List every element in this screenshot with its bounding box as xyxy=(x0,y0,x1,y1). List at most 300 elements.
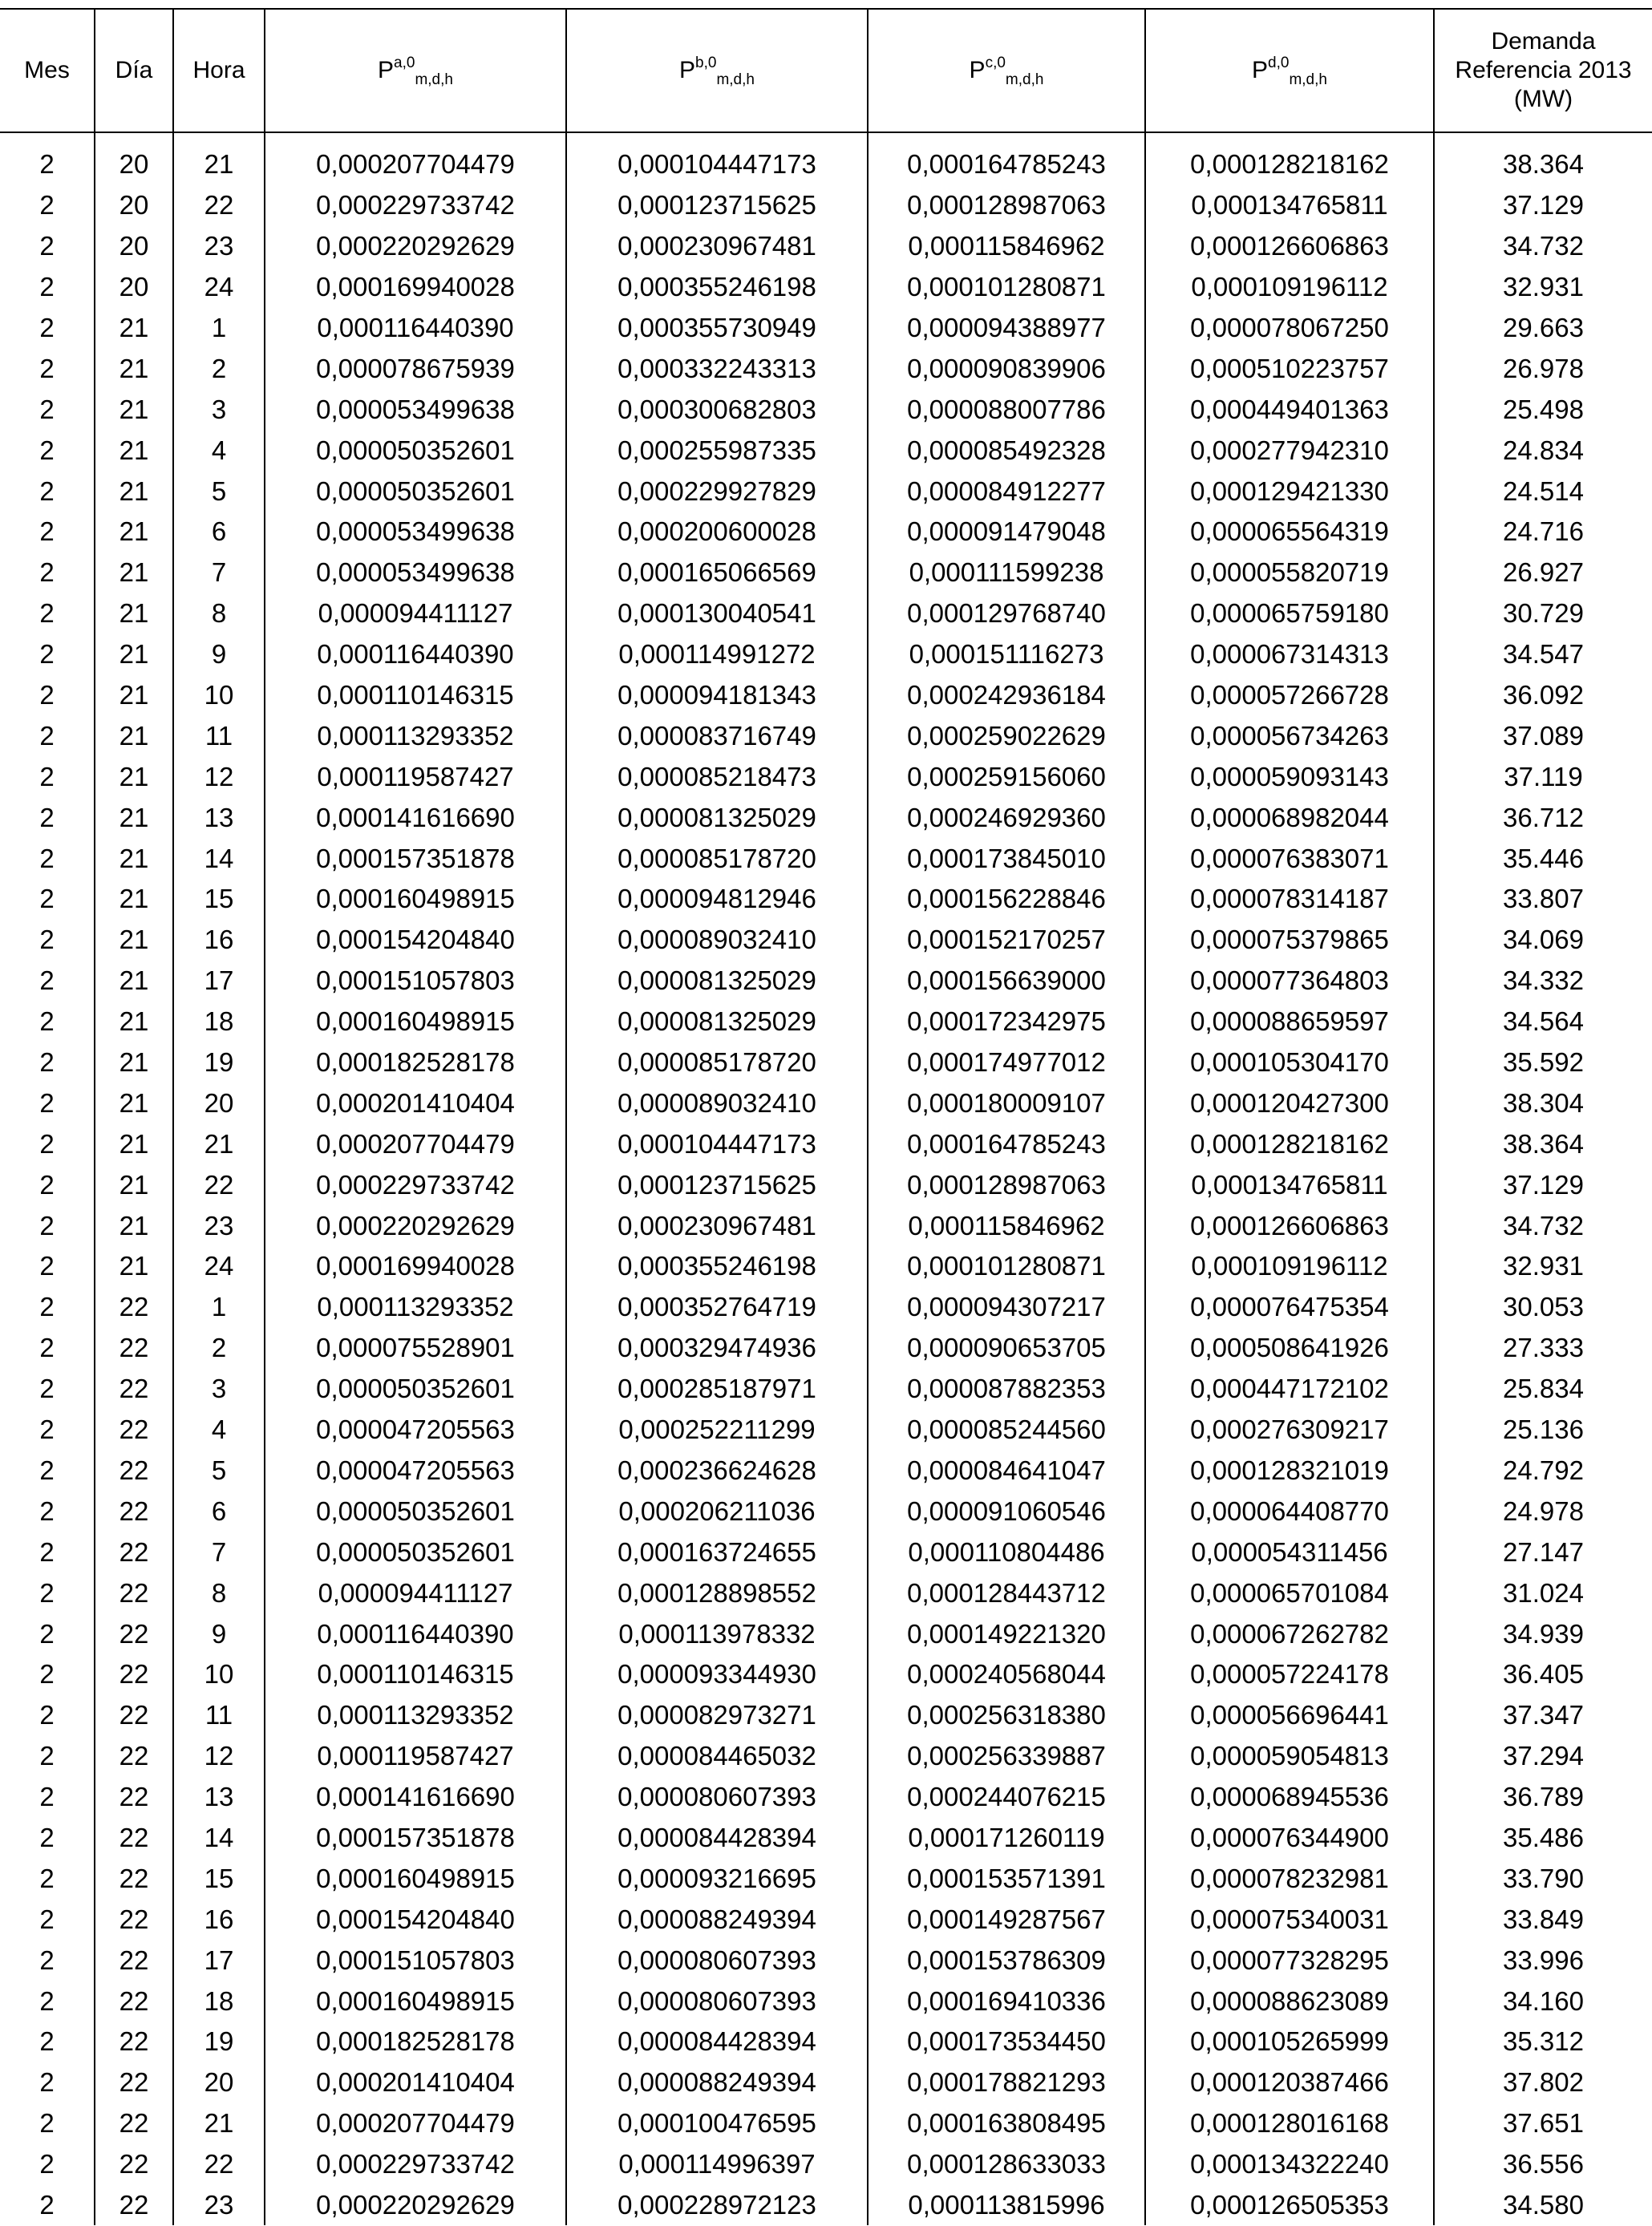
pc-cell: 0,000094388977 xyxy=(868,308,1145,349)
mes-cell: 2 xyxy=(39,1292,55,1322)
pc-cell: 0,000085244560 xyxy=(868,1410,1145,1451)
demanda-cell: 26.978 xyxy=(1434,348,1652,389)
demanda-cell: 34.069 xyxy=(1434,920,1652,961)
pb-superscript: b,0 xyxy=(695,55,717,71)
pa-cell: 0,000110146315 xyxy=(265,675,566,716)
demanda-cell: 32.931 xyxy=(1434,1246,1652,1287)
pb-cell: 0,000229927829 xyxy=(566,471,868,512)
pb-cell: 0,000128898552 xyxy=(566,1572,868,1613)
mes-cell: 2 xyxy=(39,1536,55,1567)
mes-cell: 2 xyxy=(39,1618,55,1649)
pc-cell: 0,000178821293 xyxy=(868,2062,1145,2103)
demanda-cell: 25.498 xyxy=(1434,389,1652,430)
pd-cell: 0,000134765811 xyxy=(1145,1164,1434,1205)
hora-cell: 22 xyxy=(173,1164,265,1205)
mes-cell: 2 xyxy=(39,272,55,302)
table-row xyxy=(0,1287,1652,1328)
pa-cell: 0,000169940028 xyxy=(265,1246,566,1287)
pd-cell: 0,000057224178 xyxy=(1145,1654,1434,1695)
table-row xyxy=(0,2144,1652,2185)
table-row xyxy=(0,1042,1652,1083)
pd-cell: 0,000055820719 xyxy=(1145,552,1434,593)
pb-cell: 0,000082973271 xyxy=(566,1695,868,1736)
table-row xyxy=(0,1410,1652,1451)
header-hora xyxy=(173,9,265,132)
dia-cell: 21 xyxy=(95,715,173,756)
pd-cell: 0,000277942310 xyxy=(1145,430,1434,471)
pc-cell: 0,000242936184 xyxy=(868,675,1145,716)
header-demanda xyxy=(1434,9,1652,132)
pa-cell: 0,000110146315 xyxy=(265,1654,566,1695)
pa-cell: 0,000113293352 xyxy=(265,715,566,756)
pa-cell: 0,000050352601 xyxy=(265,430,566,471)
pa-cell: 0,000050352601 xyxy=(265,1532,566,1572)
pc-cell: 0,000115846962 xyxy=(868,1205,1145,1246)
table-row xyxy=(0,1572,1652,1613)
pd-cell: 0,000077328295 xyxy=(1145,1940,1434,1981)
hora-cell: 14 xyxy=(173,838,265,879)
pb-cell: 0,000081325029 xyxy=(566,1002,868,1042)
hora-cell: 18 xyxy=(173,1002,265,1042)
pc-cell: 0,000259022629 xyxy=(868,715,1145,756)
hora-cell: 15 xyxy=(173,1858,265,1899)
hora-cell: 9 xyxy=(173,1613,265,1654)
pb-cell: 0,000163724655 xyxy=(566,1532,868,1572)
pb-cell: 0,000081325029 xyxy=(566,797,868,838)
hora-cell: 4 xyxy=(173,430,265,471)
demanda-cell: 33.996 xyxy=(1434,1940,1652,1981)
table-row xyxy=(0,797,1652,838)
hora-cell: 23 xyxy=(173,226,265,267)
pa-cell: 0,000207704479 xyxy=(265,2103,566,2144)
table-row xyxy=(0,920,1652,961)
demanda-cell: 37.651 xyxy=(1434,2103,1652,2144)
hora-cell: 3 xyxy=(173,1369,265,1410)
demanda-cell: 30.729 xyxy=(1434,593,1652,634)
demanda-cell: 38.364 xyxy=(1434,132,1652,185)
demanda-cell: 37.119 xyxy=(1434,756,1652,797)
pc-cell: 0,000174977012 xyxy=(868,1042,1145,1083)
pc-cell: 0,000171260119 xyxy=(868,1818,1145,1859)
table-row xyxy=(0,1613,1652,1654)
hora-cell: 23 xyxy=(173,2185,265,2226)
pc-cell: 0,000085492328 xyxy=(868,430,1145,471)
pc-cell: 0,000246929360 xyxy=(868,797,1145,838)
mes-cell: 2 xyxy=(39,761,55,791)
dia-cell: 22 xyxy=(95,1532,173,1572)
demanda-cell: 24.834 xyxy=(1434,430,1652,471)
dia-cell: 21 xyxy=(95,961,173,1002)
mes-cell: 2 xyxy=(39,231,55,261)
demanda-cell: 36.712 xyxy=(1434,797,1652,838)
pb-cell: 0,000084428394 xyxy=(566,1818,868,1859)
pb-cell: 0,000252211299 xyxy=(566,1410,868,1451)
pb-cell: 0,000104447173 xyxy=(566,132,868,185)
pc-cell: 0,000128987063 xyxy=(868,1164,1145,1205)
pb-cell: 0,000165066569 xyxy=(566,552,868,593)
mes-cell: 2 xyxy=(39,680,55,710)
pa-cell: 0,000050352601 xyxy=(265,471,566,512)
hora-cell: 6 xyxy=(173,1491,265,1532)
pa-cell: 0,000229733742 xyxy=(265,1164,566,1205)
dia-cell: 21 xyxy=(95,675,173,716)
dia-cell: 22 xyxy=(95,1654,173,1695)
table-row xyxy=(0,512,1652,552)
demanda-cell: 24.514 xyxy=(1434,471,1652,512)
mes-cell: 2 xyxy=(39,1495,55,1526)
pd-cell: 0,000056696441 xyxy=(1145,1695,1434,1736)
table-row xyxy=(0,430,1652,471)
table-row xyxy=(0,1899,1652,1940)
pc-cell: 0,000084912277 xyxy=(868,471,1145,512)
demanda-line-3: (MW) xyxy=(1513,86,1573,112)
dia-cell: 21 xyxy=(95,838,173,879)
pd-cell: 0,000128321019 xyxy=(1145,1451,1434,1491)
pd-cell: 0,000447172102 xyxy=(1145,1369,1434,1410)
pa-cell: 0,000047205563 xyxy=(265,1451,566,1491)
pb-cell: 0,000080607393 xyxy=(566,1940,868,1981)
dia-cell: 22 xyxy=(95,2062,173,2103)
mes-cell: 2 xyxy=(39,353,55,383)
pb-cell: 0,000285187971 xyxy=(566,1369,868,1410)
pb-cell: 0,000089032410 xyxy=(566,1083,868,1123)
demanda-cell: 34.732 xyxy=(1434,226,1652,267)
pb-cell: 0,000329474936 xyxy=(566,1328,868,1369)
hora-cell: 5 xyxy=(173,1451,265,1491)
dia-cell: 21 xyxy=(95,348,173,389)
pd-superscript: d,0 xyxy=(1268,55,1290,71)
demanda-line-1: Demanda xyxy=(1491,28,1596,55)
pc-cell: 0,000151116273 xyxy=(868,634,1145,675)
demanda-cell: 24.792 xyxy=(1434,1451,1652,1491)
demanda-cell: 37.802 xyxy=(1434,2062,1652,2103)
hora-cell: 21 xyxy=(173,2103,265,2144)
pb-cell: 0,000088249394 xyxy=(566,1899,868,1940)
pd-cell: 0,000076475354 xyxy=(1145,1287,1434,1328)
pc-cell: 0,000115846962 xyxy=(868,226,1145,267)
pd-cell: 0,000077364803 xyxy=(1145,961,1434,1002)
dia-cell: 21 xyxy=(95,430,173,471)
dia-cell: 22 xyxy=(95,2103,173,2144)
pa-cell: 0,000201410404 xyxy=(265,1083,566,1123)
table-row xyxy=(0,1981,1652,2022)
pd-cell: 0,000056734263 xyxy=(1145,715,1434,756)
pb-cell: 0,000104447173 xyxy=(566,1123,868,1164)
pa-cell: 0,000207704479 xyxy=(265,1123,566,1164)
pc-cell: 0,000090839906 xyxy=(868,348,1145,389)
mes-cell: 2 xyxy=(39,2108,55,2139)
table-row xyxy=(0,132,1652,185)
header-mes-label: Mes xyxy=(24,57,70,83)
pd-cell: 0,000076344900 xyxy=(1145,1818,1434,1859)
mes-cell: 2 xyxy=(39,639,55,670)
table-row xyxy=(0,2022,1652,2062)
hora-cell: 16 xyxy=(173,1899,265,1940)
dia-cell: 20 xyxy=(95,267,173,308)
table-row xyxy=(0,389,1652,430)
hora-cell: 18 xyxy=(173,1981,265,2022)
pa-cell: 0,000094411127 xyxy=(265,593,566,634)
pa-cell: 0,000229733742 xyxy=(265,185,566,226)
pb-cell: 0,000085178720 xyxy=(566,838,868,879)
pd-cell: 0,000128218162 xyxy=(1145,1123,1434,1164)
hora-cell: 19 xyxy=(173,2022,265,2062)
demanda-cell: 25.834 xyxy=(1434,1369,1652,1410)
mes-cell: 2 xyxy=(39,1700,55,1730)
table-row xyxy=(0,1164,1652,1205)
pd-cell: 0,000065701084 xyxy=(1145,1572,1434,1613)
mes-cell: 2 xyxy=(39,1169,55,1200)
mes-cell: 2 xyxy=(39,1904,55,1934)
demanda-cell: 38.364 xyxy=(1434,1123,1652,1164)
pb-cell: 0,000300682803 xyxy=(566,389,868,430)
table-row xyxy=(0,2062,1652,2103)
pa-cell: 0,000047205563 xyxy=(265,1410,566,1451)
demanda-cell: 35.592 xyxy=(1434,1042,1652,1083)
pa-cell: 0,000113293352 xyxy=(265,1287,566,1328)
hora-cell: 13 xyxy=(173,1777,265,1818)
dia-cell: 22 xyxy=(95,1572,173,1613)
demanda-cell: 36.092 xyxy=(1434,675,1652,716)
pd-cell: 0,000510223757 xyxy=(1145,348,1434,389)
pb-cell: 0,000332243313 xyxy=(566,348,868,389)
pb-cell: 0,000085218473 xyxy=(566,756,868,797)
mes-cell: 2 xyxy=(39,149,55,180)
table-row xyxy=(0,675,1652,716)
document-page xyxy=(0,8,1652,2225)
pd-cell: 0,000128218162 xyxy=(1145,132,1434,185)
hora-cell: 14 xyxy=(173,1818,265,1859)
demanda-cell: 36.556 xyxy=(1434,2144,1652,2185)
pc-cell: 0,000101280871 xyxy=(868,267,1145,308)
dia-cell: 22 xyxy=(95,2144,173,2185)
mes-cell: 2 xyxy=(39,843,55,873)
pb-cell: 0,000084428394 xyxy=(566,2022,868,2062)
demanda-cell: 27.333 xyxy=(1434,1328,1652,1369)
table-row xyxy=(0,879,1652,920)
table-row xyxy=(0,226,1652,267)
pb-subscript: m,d,h xyxy=(716,71,755,88)
hora-cell: 12 xyxy=(173,1736,265,1777)
pa-cell: 0,000116440390 xyxy=(265,1613,566,1654)
table-row xyxy=(0,1695,1652,1736)
table-row xyxy=(0,2185,1652,2226)
mes-cell: 2 xyxy=(39,1374,55,1404)
pa-superscript: a,0 xyxy=(394,55,415,71)
hora-cell: 2 xyxy=(173,348,265,389)
table-body xyxy=(0,132,1652,2225)
pd-cell: 0,000105265999 xyxy=(1145,2022,1434,2062)
dia-cell: 22 xyxy=(95,1613,173,1654)
pa-subscript: m,d,h xyxy=(415,71,453,88)
pc-cell: 0,000256339887 xyxy=(868,1736,1145,1777)
table-row xyxy=(0,308,1652,349)
pc-cell: 0,000084641047 xyxy=(868,1451,1145,1491)
dia-cell: 22 xyxy=(95,2022,173,2062)
hora-cell: 16 xyxy=(173,920,265,961)
pd-cell: 0,000068945536 xyxy=(1145,1777,1434,1818)
hora-cell: 7 xyxy=(173,1532,265,1572)
pc-cell: 0,000172342975 xyxy=(868,1002,1145,1042)
pa-cell: 0,000154204840 xyxy=(265,920,566,961)
mes-cell: 2 xyxy=(39,1945,55,1975)
hora-cell: 11 xyxy=(173,1695,265,1736)
dia-cell: 20 xyxy=(95,132,173,185)
pb-cell: 0,000080607393 xyxy=(566,1981,868,2022)
pd-cell: 0,000078314187 xyxy=(1145,879,1434,920)
pa-cell: 0,000053499638 xyxy=(265,389,566,430)
header-hora-label: Hora xyxy=(192,57,245,83)
pd-cell: 0,000078067250 xyxy=(1145,308,1434,349)
pd-cell: 0,000054311456 xyxy=(1145,1532,1434,1572)
pd-cell: 0,000067314313 xyxy=(1145,634,1434,675)
dia-cell: 22 xyxy=(95,1981,173,2022)
pa-cell: 0,000169940028 xyxy=(265,267,566,308)
pa-cell: 0,000160498915 xyxy=(265,1002,566,1042)
mes-cell: 2 xyxy=(39,1985,55,2016)
dia-cell: 21 xyxy=(95,879,173,920)
pd-cell: 0,000134765811 xyxy=(1145,185,1434,226)
demanda-cell: 27.147 xyxy=(1434,1532,1652,1572)
dia-cell: 22 xyxy=(95,2185,173,2226)
dia-cell: 21 xyxy=(95,552,173,593)
pd-cell: 0,000128016168 xyxy=(1145,2103,1434,2144)
header-pd xyxy=(1145,9,1434,132)
pc-cell: 0,000113815996 xyxy=(868,2185,1145,2226)
demanda-cell: 32.931 xyxy=(1434,267,1652,308)
dia-cell: 21 xyxy=(95,1083,173,1123)
pb-cell: 0,000114996397 xyxy=(566,2144,868,2185)
table-row xyxy=(0,552,1652,593)
pd-subscript: m,d,h xyxy=(1289,71,1327,88)
pb-cell: 0,000236624628 xyxy=(566,1451,868,1491)
hora-cell: 23 xyxy=(173,1205,265,1246)
demanda-cell: 36.405 xyxy=(1434,1654,1652,1695)
pb-cell: 0,000352764719 xyxy=(566,1287,868,1328)
mes-cell: 2 xyxy=(39,190,55,221)
dia-cell: 22 xyxy=(95,1451,173,1491)
mes-cell: 2 xyxy=(39,1128,55,1159)
pa-cell: 0,000160498915 xyxy=(265,1981,566,2022)
demanda-cell: 37.129 xyxy=(1434,185,1652,226)
header-dia xyxy=(95,9,173,132)
pb-cell: 0,000080607393 xyxy=(566,1777,868,1818)
demanda-cell: 34.547 xyxy=(1434,634,1652,675)
table-row xyxy=(0,1123,1652,1164)
pa-cell: 0,000050352601 xyxy=(265,1369,566,1410)
pd-cell: 0,000075340031 xyxy=(1145,1899,1434,1940)
mes-cell: 2 xyxy=(39,1415,55,1445)
mes-cell: 2 xyxy=(39,1006,55,1037)
hora-cell: 20 xyxy=(173,1083,265,1123)
pa-cell: 0,000157351878 xyxy=(265,838,566,879)
dia-cell: 21 xyxy=(95,308,173,349)
dia-cell: 21 xyxy=(95,1002,173,1042)
dia-cell: 22 xyxy=(95,1858,173,1899)
demanda-cell: 29.663 xyxy=(1434,308,1652,349)
pc-cell: 0,000110804486 xyxy=(868,1532,1145,1572)
hora-cell: 19 xyxy=(173,1042,265,1083)
demanda-cell: 26.927 xyxy=(1434,552,1652,593)
mes-cell: 2 xyxy=(39,476,55,506)
table-row xyxy=(0,1246,1652,1287)
pa-cell: 0,000053499638 xyxy=(265,552,566,593)
pb-cell: 0,000083716749 xyxy=(566,715,868,756)
pc-cell: 0,000090653705 xyxy=(868,1328,1145,1369)
table-row xyxy=(0,348,1652,389)
dia-cell: 20 xyxy=(95,226,173,267)
dia-cell: 21 xyxy=(95,634,173,675)
hora-cell: 5 xyxy=(173,471,265,512)
mes-cell: 2 xyxy=(39,1577,55,1608)
pc-cell: 0,000094307217 xyxy=(868,1287,1145,1328)
hora-cell: 2 xyxy=(173,1328,265,1369)
table-row xyxy=(0,1491,1652,1532)
mes-cell: 2 xyxy=(39,1087,55,1118)
pd-cell: 0,000276309217 xyxy=(1145,1410,1434,1451)
pa-cell: 0,000207704479 xyxy=(265,132,566,185)
table-row xyxy=(0,1940,1652,1981)
table-row xyxy=(0,1205,1652,1246)
mes-cell: 2 xyxy=(39,1782,55,1812)
pd-cell: 0,000105304170 xyxy=(1145,1042,1434,1083)
mes-cell: 2 xyxy=(39,2189,55,2220)
dia-cell: 21 xyxy=(95,471,173,512)
pa-cell: 0,000182528178 xyxy=(265,2022,566,2062)
mes-cell: 2 xyxy=(39,1333,55,1363)
pc-cell: 0,000240568044 xyxy=(868,1654,1145,1695)
pd-cell: 0,000064408770 xyxy=(1145,1491,1434,1532)
dia-cell: 21 xyxy=(95,593,173,634)
pb-cell: 0,000093344930 xyxy=(566,1654,868,1695)
pd-cell: 0,000057266728 xyxy=(1145,675,1434,716)
demanda-cell: 24.978 xyxy=(1434,1491,1652,1532)
dia-cell: 21 xyxy=(95,1123,173,1164)
pd-cell: 0,000076383071 xyxy=(1145,838,1434,879)
mes-cell: 2 xyxy=(39,965,55,996)
pc-cell: 0,000156639000 xyxy=(868,961,1145,1002)
dia-cell: 22 xyxy=(95,1736,173,1777)
pa-cell: 0,000229733742 xyxy=(265,2144,566,2185)
demanda-cell: 34.732 xyxy=(1434,1205,1652,1246)
dia-cell: 21 xyxy=(95,756,173,797)
table-row xyxy=(0,756,1652,797)
pa-cell: 0,000220292629 xyxy=(265,1205,566,1246)
pd-cell: 0,000078232981 xyxy=(1145,1858,1434,1899)
demanda-cell: 37.089 xyxy=(1434,715,1652,756)
pa-cell: 0,000050352601 xyxy=(265,1491,566,1532)
pb-cell: 0,000206211036 xyxy=(566,1491,868,1532)
table-row xyxy=(0,1083,1652,1123)
pb-cell: 0,000228972123 xyxy=(566,2185,868,2226)
dia-cell: 22 xyxy=(95,1287,173,1328)
demanda-cell: 35.486 xyxy=(1434,1818,1652,1859)
demanda-cell: 33.790 xyxy=(1434,1858,1652,1899)
demanda-cell: 30.053 xyxy=(1434,1287,1652,1328)
hora-cell: 22 xyxy=(173,2144,265,2185)
table-row xyxy=(0,838,1652,879)
hora-cell: 1 xyxy=(173,308,265,349)
dia-cell: 21 xyxy=(95,1205,173,1246)
dia-cell: 21 xyxy=(95,920,173,961)
hora-cell: 20 xyxy=(173,2062,265,2103)
pb-cell: 0,000200600028 xyxy=(566,512,868,552)
table-row xyxy=(0,1736,1652,1777)
pb-cell: 0,000085178720 xyxy=(566,1042,868,1083)
header-row xyxy=(0,9,1652,132)
pb-cell: 0,000093216695 xyxy=(566,1858,868,1899)
hora-cell: 8 xyxy=(173,593,265,634)
